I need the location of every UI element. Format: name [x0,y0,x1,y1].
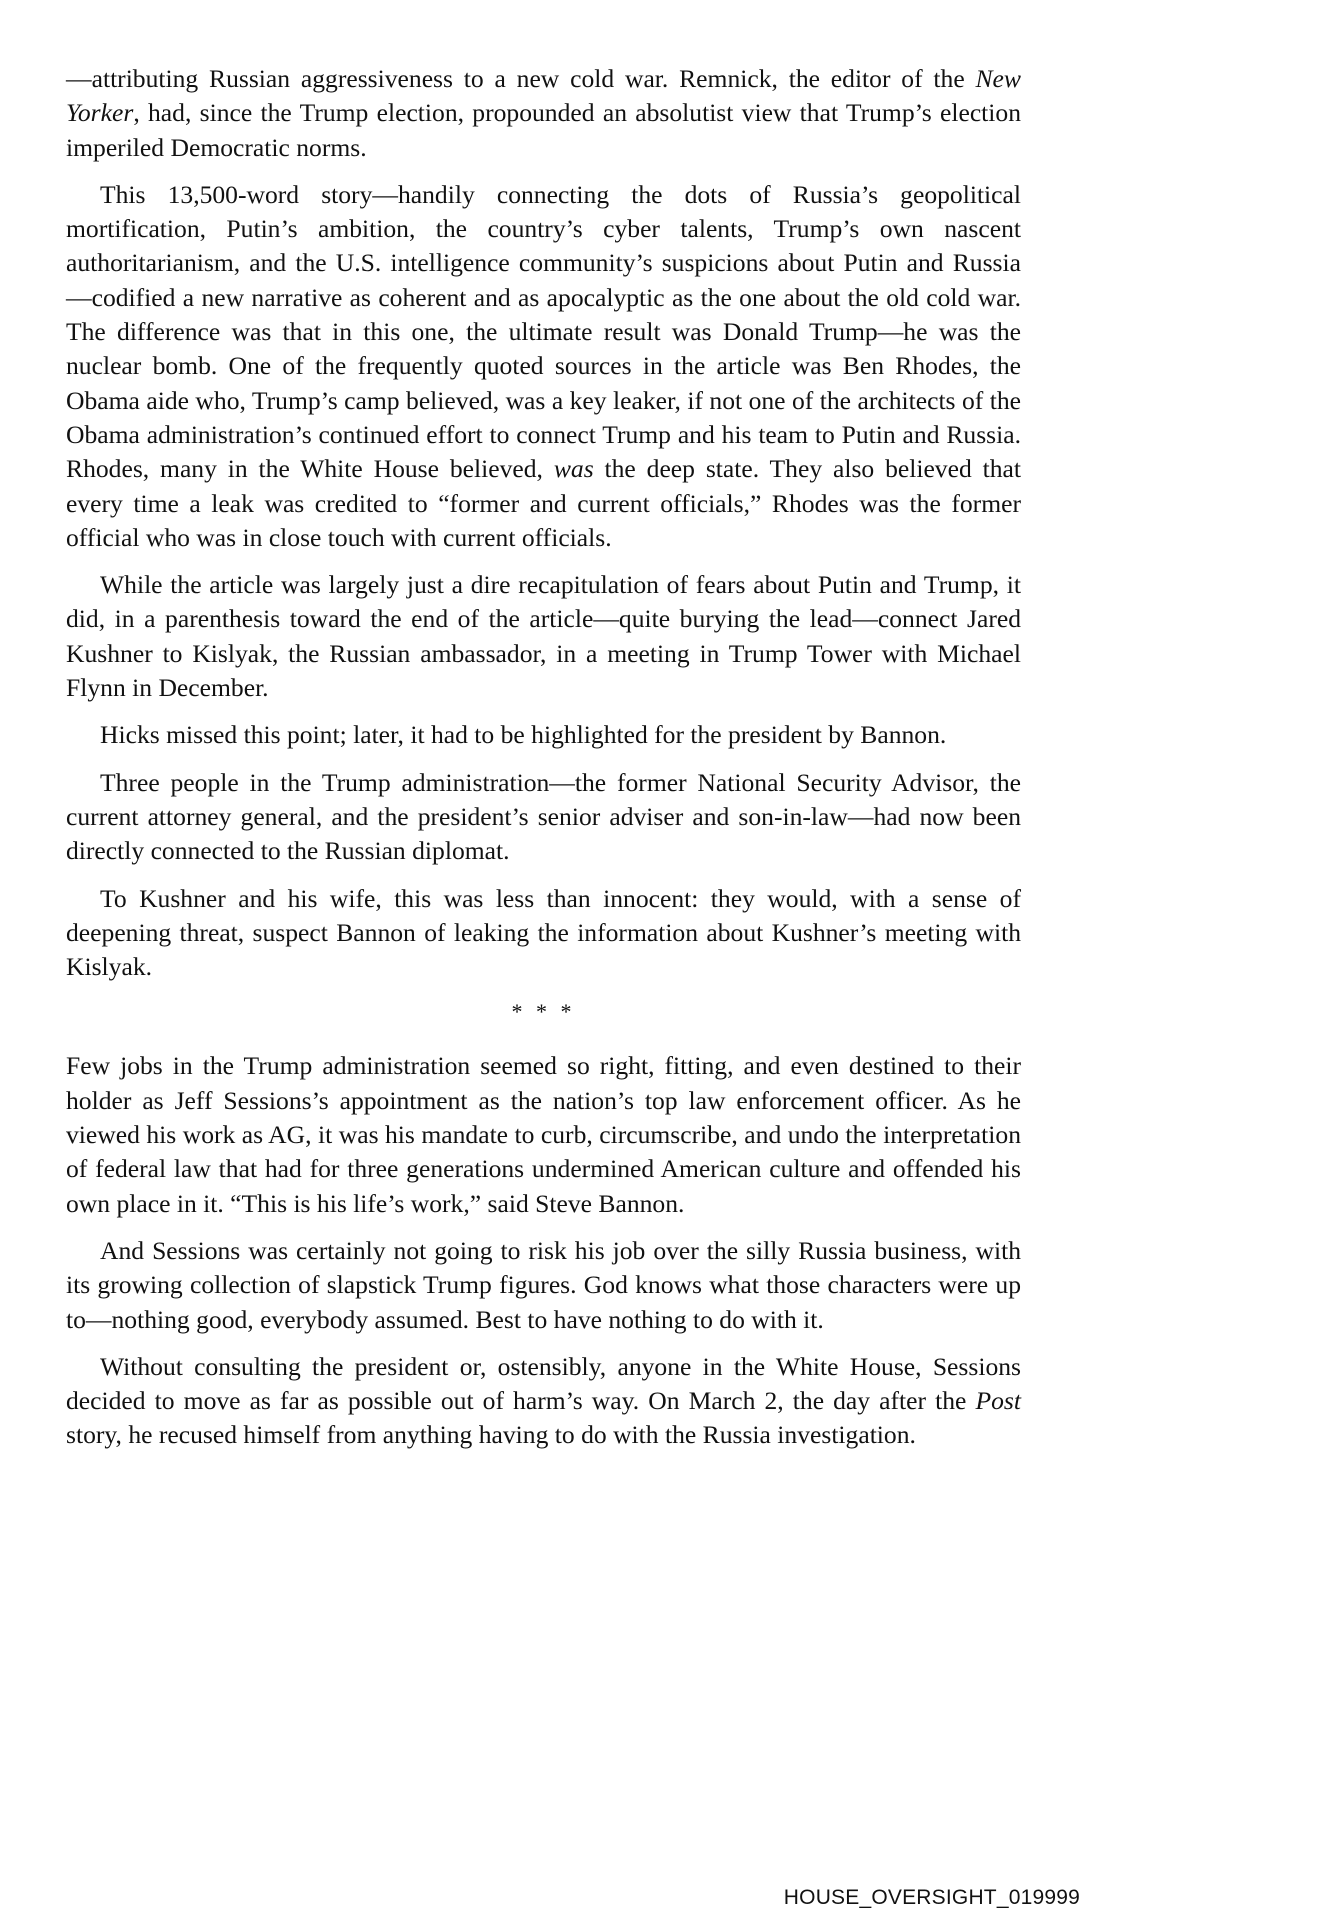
text-segment: Few jobs in the Trump administration seemed so right, fitting, and even destined to their holder as Jeff Sessions’s appointment as the nation’s top law enforcement officer. As he viewed his work as AG, it was his mandate to curb, circumscribe, and undo the interpretation of federal law that had for three generations undermined American culture and offended his own place in it. “This is his life’s work,” said Steve Bannon. [66,1051,1021,1218]
text-segment: the deep state. They also believed that every time a leak was credited to “former and current officials,” Rhodes was the former official who was in close touch with current officials. [66,454,1021,552]
publication-title-new-yorker: New Yorker [66,64,1021,128]
text-segment: , had, since the Trump election, propounded an absolutist view that Trump’s election imperiled Democratic norms. [66,98,1021,162]
text-segment: Hicks missed this point; later, it had to be highlighted for the president by Bannon. [100,720,947,750]
paragraph-9 [66,1350,1021,1453]
paragraph-2 [66,178,1021,555]
text-segment: story, he recused himself from anything having to do with the Russia investigation. [66,1420,916,1450]
paragraph-1 [66,62,1021,165]
bates-stamp: HOUSE_OVERSIGHT_019999 [783,1886,1080,1909]
text-segment: While the article was largely just a dire recapitulation of fears about Putin and Trump, it did, in a parenthesis toward the end of the article—quite burying the lead—connect Jared Kushner to Kislyak, the Russian ambassador, in a meeting in Trump Tower with Michael Flynn in December. [66,570,1021,703]
section-break: * * * [511,999,576,1025]
paragraph-6 [66,882,1021,985]
publication-title-post: Post [975,1386,1021,1416]
text-segment: To Kushner and his wife, this was less than innocent: they would, with a sense of deepening threat, suspect Bannon of leaking the information about Kushner’s meeting with Kislyak. [66,883,1021,982]
paragraph-4 [66,718,1021,752]
body-text [66,62,1021,1466]
text-segment: Without consulting the president or, ostensibly, anyone in the White House, Sessions decided to move as far as possible out of harm’s way. On March 2, the day after the [66,1351,1021,1416]
text-segment: This 13,500-word story—handily connecting the dots of Russia’s geopolitical mortification, Putin’s ambition, the country’s cyber talents, Trump’s own nascent authoritarianism, and the U.S. intelligence community’s suspicions about Putin and Russia —codified a new narrative as coherent and as apocalyptic as the one about the old cold war. The difference was that in this one, the ultimate result was Donald Trump—he was the nuclear bomb. One of the frequently quoted sources in the article was Ben Rhodes, the Obama aide who, Trump’s camp believed, was a key leaker, if not one of the architects of the Obama administration’s continued effort to connect Trump and his team to Putin and Russia. Rhodes, many in the White House believed, [66,179,1021,484]
text-segment: Three people in the Trump administration—the former National Security Advisor, the current attorney general, and the president’s senior adviser and son-in-law—had now been directly connected to the Russian diplomat. [66,767,1021,866]
emphasis-was: was [553,454,594,484]
paragraph-3 [66,568,1021,705]
paragraph-8 [66,1234,1021,1337]
text-segment: And Sessions was certainly not going to risk his job over the silly Russia business, with its growing collection of slapstick Trump figures. God knows what those characters were up to—nothing good, everybody assumed. Best to have nothing to do with it. [66,1235,1021,1334]
paragraph-7 [66,1049,1021,1220]
paragraph-5 [66,766,1021,869]
text-segment: —attributing Russian aggressiveness to a new cold war. Remnick, the editor of the [66,64,976,93]
